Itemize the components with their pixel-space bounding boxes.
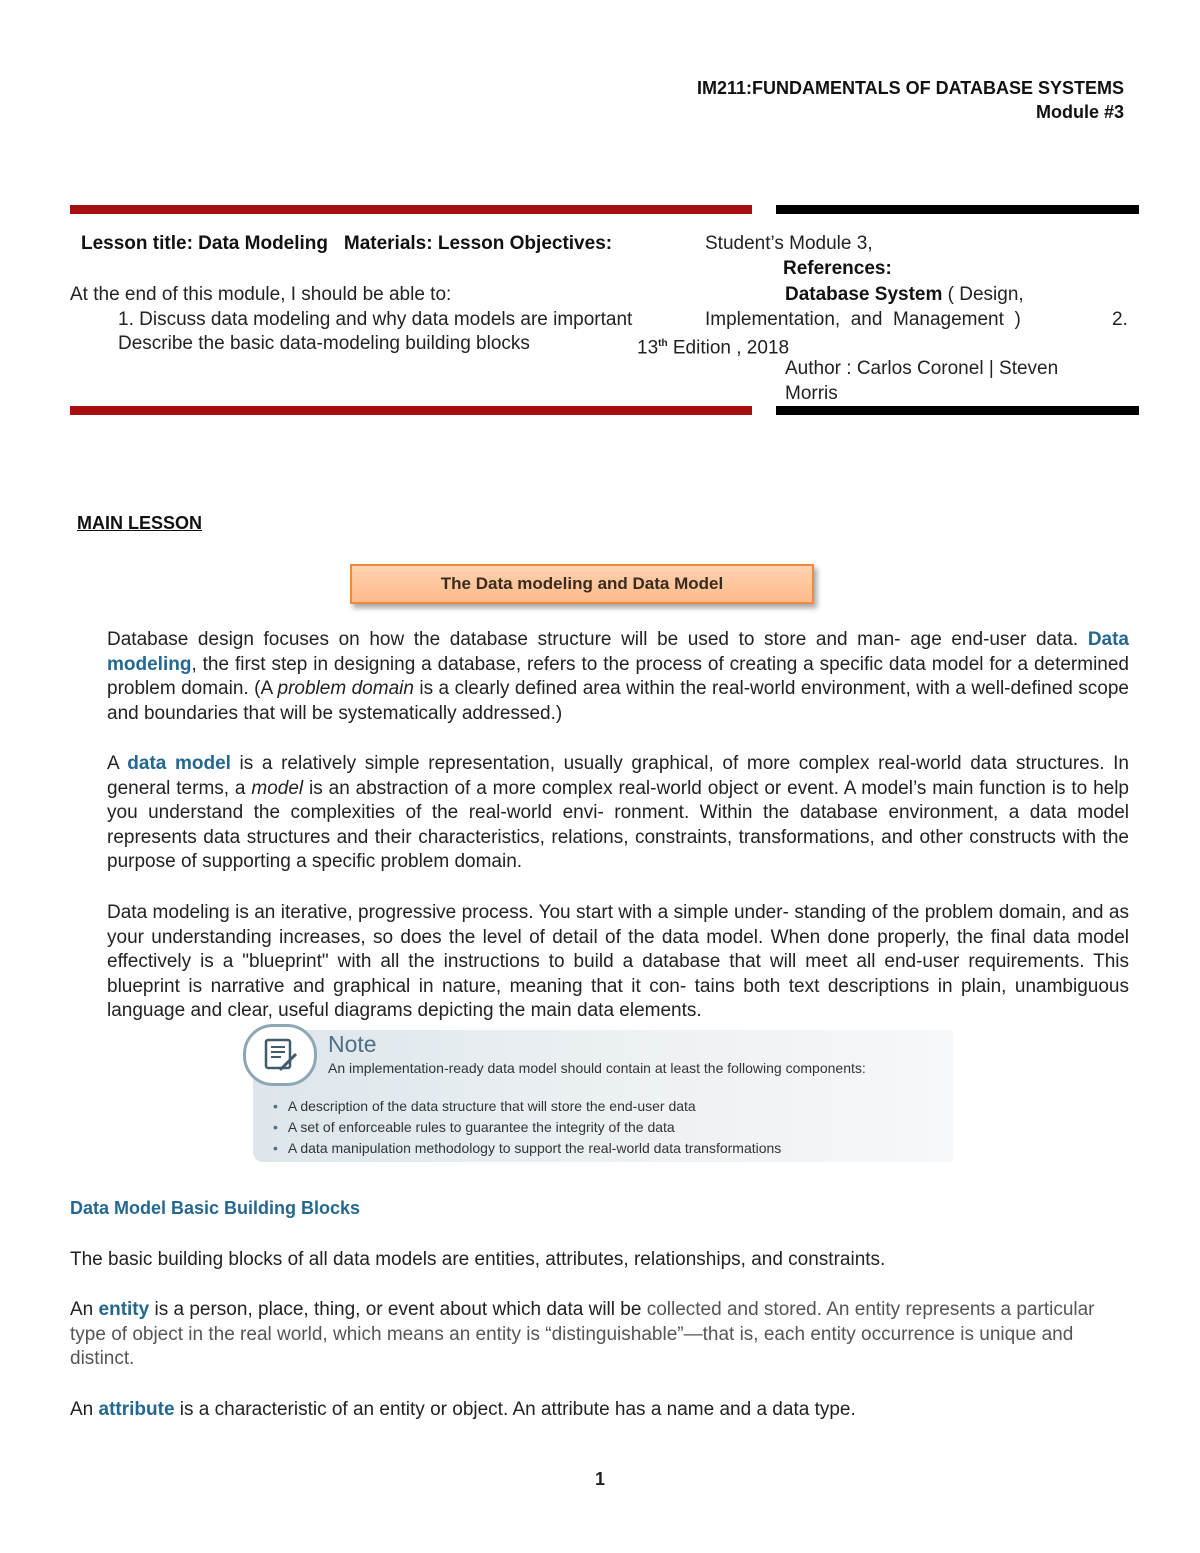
note-item: • A set of enforceable rules to guarantee the integrity of the data xyxy=(273,1117,781,1138)
section-title-box: The Data modeling and Data Model xyxy=(350,564,814,604)
keyword-entity: entity xyxy=(98,1299,150,1320)
keyword-data-modeling: Data modeling xyxy=(107,629,1129,675)
bottom-black-rule xyxy=(776,406,1139,415)
paragraph-iterative-process: Data modeling is an iterative, progressive process. You start with a simple under- standing of the problem domain, and as your understanding increases, so does the level of detail of the data model. When done properly, the final data model effectively is a "blueprint" with all the instructions to build a database that will meet all end-user requirements. This blueprint is narrative and graphical in nature, meaning that it con- tains both text descriptions in plain, unambiguous language and clear, useful diagrams depicting the main data elements. xyxy=(107,902,1129,1021)
references-label: References: xyxy=(783,258,892,279)
keyword-data-model: data model xyxy=(127,753,231,774)
note-item: • A description of the data structure that will store the end-user data xyxy=(273,1096,781,1117)
building-blocks-heading: Data Model Basic Building Blocks xyxy=(70,1198,361,1218)
reference-subtitle: Implementation, and Management ) xyxy=(705,309,1021,330)
objectives-intro: At the end of this module, I should be able to: xyxy=(70,284,452,305)
paragraph-attribute: An attribute is a characteristic of an entity or object. An attribute has a name and a data type. xyxy=(70,1399,856,1420)
paragraph-building-blocks: The basic building blocks of all data models are entities, attributes, relationships, and constraints. xyxy=(70,1249,886,1270)
course-title: IM211:FUNDAMENTALS OF DATABASE SYSTEMS xyxy=(696,78,1124,98)
note-title: Note xyxy=(328,1031,377,1057)
note-list xyxy=(273,1096,781,1159)
document-header xyxy=(697,76,1124,124)
note-intro: An implementation-ready data model should contain at least the following components: xyxy=(328,1060,866,1076)
module-number: Module #3 xyxy=(1035,102,1124,122)
reference-edition: 13th Edition , 2018 xyxy=(637,337,790,359)
reference-author: Author : Carlos Coronel | Steven Morris xyxy=(785,358,1059,404)
paragraph-data-model: A data model is a relatively simple representation, usually graphical, of more complex real-world data structures. In general terms, a model is an abstraction of a more complex real-world object or event. A model’s main function is to help you understand the complexities of the real-world envi- ronment. Within the database environment, a data model represents data structures and their characteristics, relations, constraints, transformations, and other constructs with the purpose of supporting a specific problem domain. xyxy=(107,753,1129,872)
bottom-red-rule xyxy=(70,406,752,415)
objective-2: Describe the basic data-modeling building blocks xyxy=(118,333,530,354)
main-lesson-heading: MAIN LESSON xyxy=(77,513,203,533)
lesson-title-label: Lesson title: Data Modeling Materials: Lesson Objectives: xyxy=(81,233,613,254)
paragraph-entity: An entity is a person, place, thing, or event about which data will be collected and stored. An entity represents a particular type of object in the real world, which means an entity is “distinguishable”—that is, each entity occurrence is unique and distinct. xyxy=(70,1299,1095,1369)
note-icon xyxy=(243,1024,317,1086)
objective-2-number: 2. xyxy=(1112,309,1128,330)
objective-1: 1. Discuss data modeling and why data models are important xyxy=(118,309,633,330)
page-number: 1 xyxy=(594,1469,605,1489)
reference-title: Database System ( Design, xyxy=(785,284,1024,305)
materials-value: Student’s Module 3, xyxy=(705,233,873,254)
note-box xyxy=(253,1030,953,1162)
top-black-rule xyxy=(776,205,1139,214)
paragraph-data-modeling: Database design focuses on how the database structure will be used to store and man- age end-user data. Data modeling, the first step in designing a database, refers to the process of creating a specific data model for a determined problem domain. (A problem domain is a clearly defined area within the real-world environment, with a well-defined scope and boundaries that will be systematically addressed.) xyxy=(107,629,1129,724)
note-item: • A data manipulation methodology to support the real-world data transformations xyxy=(273,1138,781,1159)
keyword-attribute: attribute xyxy=(98,1399,175,1420)
top-red-rule xyxy=(70,205,752,214)
